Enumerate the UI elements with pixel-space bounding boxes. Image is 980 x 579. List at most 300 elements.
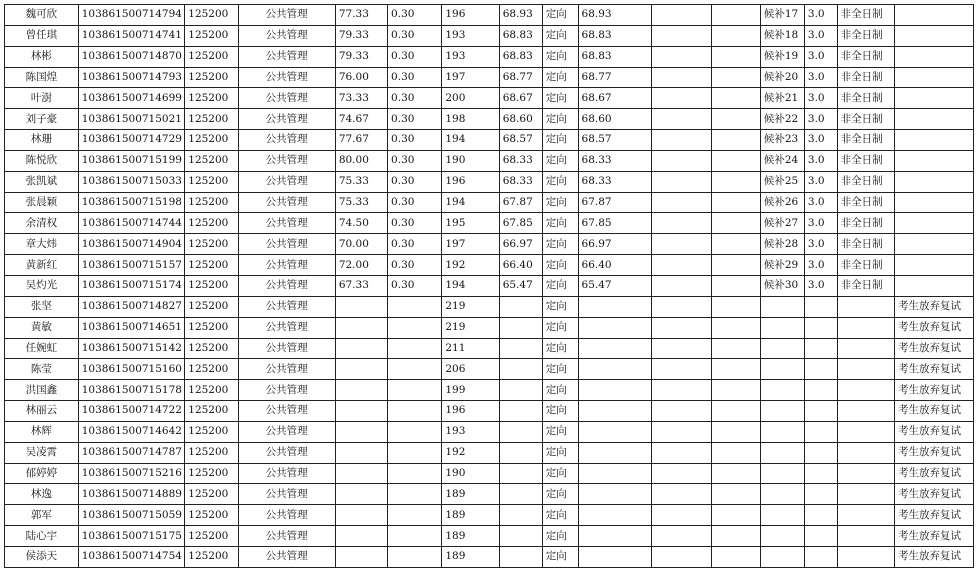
cell-major-code: 125200 [185, 526, 238, 547]
cell-study-mode: 非全日制 [837, 171, 894, 192]
cell-waitlist-rank [760, 296, 804, 317]
cell-weight [388, 401, 442, 422]
cell-weight [388, 442, 442, 463]
cell-waitlist-rank: 候补19 [760, 46, 804, 67]
cell-major-code: 125200 [185, 192, 238, 213]
cell-interview-score: 70.00 [335, 234, 387, 255]
cell-remark [895, 109, 974, 130]
cell-col-k [652, 130, 711, 151]
cell-major-code: 125200 [185, 296, 238, 317]
cell-total-score [499, 380, 542, 401]
cell-final-score [578, 526, 652, 547]
table-row [5, 192, 974, 213]
cell-name: 黄新红 [5, 255, 79, 276]
table-row [5, 46, 974, 67]
table-row [5, 213, 974, 234]
cell-final-score [578, 380, 652, 401]
cell-weight: 0.30 [388, 109, 442, 130]
cell-study-mode: 非全日制 [837, 88, 894, 109]
cell-interview-score: 79.33 [335, 46, 387, 67]
cell-name: 侯添天 [5, 546, 79, 567]
cell-exam-id: 103861500714793 [78, 67, 185, 88]
cell-col-l [711, 442, 760, 463]
cell-major-code: 125200 [185, 359, 238, 380]
cell-exam-id: 103861500714904 [78, 234, 185, 255]
cell-interview-score: 75.33 [335, 192, 387, 213]
cell-final-score [578, 401, 652, 422]
cell-interview-score [335, 546, 387, 567]
cell-final-score: 68.93 [578, 5, 652, 26]
cell-col-k [652, 25, 711, 46]
cell-col-l [711, 296, 760, 317]
cell-plan-type: 定向 [542, 150, 578, 171]
cell-remark [895, 275, 974, 296]
cell-weight: 0.30 [388, 192, 442, 213]
cell-name: 林彬 [5, 46, 79, 67]
cell-major-name: 公共管理 [238, 109, 335, 130]
cell-final-score: 68.57 [578, 130, 652, 151]
cell-interview-score [335, 401, 387, 422]
cell-plan-type: 定向 [542, 317, 578, 338]
cell-plan-type: 定向 [542, 338, 578, 359]
cell-weight [388, 380, 442, 401]
cell-col-k [652, 401, 711, 422]
cell-remark: 考生放弃复试 [895, 380, 974, 401]
cell-col-l [711, 150, 760, 171]
cell-final-score: 65.47 [578, 275, 652, 296]
cell-col-l [711, 275, 760, 296]
cell-col-k [652, 317, 711, 338]
cell-col-l [711, 5, 760, 26]
cell-remark [895, 88, 974, 109]
table-row [5, 505, 974, 526]
cell-study-mode: 非全日制 [837, 25, 894, 46]
cell-name: 洪国鑫 [5, 380, 79, 401]
cell-col-l [711, 546, 760, 567]
cell-name: 章大炜 [5, 234, 79, 255]
cell-exam-id: 103861500715160 [78, 359, 185, 380]
cell-final-score: 66.40 [578, 255, 652, 276]
cell-initial-score: 190 [442, 150, 499, 171]
cell-total-score [499, 442, 542, 463]
table-row [5, 275, 974, 296]
cell-weight: 0.30 [388, 275, 442, 296]
cell-remark [895, 67, 974, 88]
cell-plan-type: 定向 [542, 234, 578, 255]
cell-remark: 考生放弃复试 [895, 421, 974, 442]
cell-total-score [499, 546, 542, 567]
cell-name: 林丽云 [5, 401, 79, 422]
cell-study-years: 3.0 [804, 130, 837, 151]
cell-total-score: 68.67 [499, 88, 542, 109]
cell-major-code: 125200 [185, 546, 238, 567]
table-row [5, 421, 974, 442]
cell-plan-type: 定向 [542, 88, 578, 109]
cell-total-score: 66.97 [499, 234, 542, 255]
cell-plan-type: 定向 [542, 484, 578, 505]
cell-name: 黄敏 [5, 317, 79, 338]
cell-exam-id: 103861500715178 [78, 380, 185, 401]
cell-final-score: 68.67 [578, 88, 652, 109]
cell-final-score [578, 421, 652, 442]
cell-study-mode: 非全日制 [837, 150, 894, 171]
cell-waitlist-rank: 候补24 [760, 150, 804, 171]
cell-col-k [652, 192, 711, 213]
cell-col-l [711, 130, 760, 151]
cell-study-years [804, 359, 837, 380]
table-row [5, 401, 974, 422]
cell-plan-type: 定向 [542, 192, 578, 213]
cell-study-years [804, 421, 837, 442]
cell-major-name: 公共管理 [238, 421, 335, 442]
cell-initial-score: 199 [442, 380, 499, 401]
cell-final-score: 68.77 [578, 67, 652, 88]
cell-remark: 考生放弃复试 [895, 338, 974, 359]
cell-plan-type: 定向 [542, 255, 578, 276]
cell-major-code: 125200 [185, 317, 238, 338]
cell-name: 张凯斌 [5, 171, 79, 192]
cell-initial-score: 194 [442, 130, 499, 151]
cell-interview-score [335, 442, 387, 463]
cell-exam-id: 103861500714651 [78, 317, 185, 338]
cell-col-l [711, 401, 760, 422]
cell-total-score: 67.85 [499, 213, 542, 234]
cell-major-code: 125200 [185, 67, 238, 88]
cell-waitlist-rank: 候补20 [760, 67, 804, 88]
cell-plan-type: 定向 [542, 401, 578, 422]
cell-remark [895, 25, 974, 46]
cell-study-years [804, 546, 837, 567]
cell-exam-id: 103861500715033 [78, 171, 185, 192]
cell-major-code: 125200 [185, 25, 238, 46]
cell-study-mode [837, 484, 894, 505]
cell-remark: 考生放弃复试 [895, 484, 974, 505]
cell-interview-score: 76.00 [335, 67, 387, 88]
cell-study-mode: 非全日制 [837, 109, 894, 130]
cell-col-l [711, 380, 760, 401]
cell-interview-score: 77.33 [335, 5, 387, 26]
cell-study-mode: 非全日制 [837, 5, 894, 26]
cell-study-mode [837, 421, 894, 442]
cell-final-score [578, 317, 652, 338]
cell-col-k [652, 526, 711, 547]
cell-final-score: 68.33 [578, 150, 652, 171]
cell-name: 刘子豪 [5, 109, 79, 130]
cell-major-name: 公共管理 [238, 46, 335, 67]
cell-study-mode: 非全日制 [837, 275, 894, 296]
cell-col-k [652, 505, 711, 526]
cell-remark [895, 150, 974, 171]
cell-weight [388, 526, 442, 547]
cell-total-score [499, 401, 542, 422]
cell-remark: 考生放弃复试 [895, 317, 974, 338]
cell-col-l [711, 88, 760, 109]
table-row [5, 150, 974, 171]
cell-major-code: 125200 [185, 213, 238, 234]
cell-waitlist-rank [760, 484, 804, 505]
cell-study-years [804, 526, 837, 547]
cell-major-name: 公共管理 [238, 401, 335, 422]
cell-plan-type: 定向 [542, 359, 578, 380]
cell-total-score: 68.33 [499, 171, 542, 192]
cell-plan-type: 定向 [542, 463, 578, 484]
cell-waitlist-rank: 候补18 [760, 25, 804, 46]
cell-col-l [711, 213, 760, 234]
cell-major-name: 公共管理 [238, 255, 335, 276]
cell-interview-score [335, 505, 387, 526]
cell-major-code: 125200 [185, 275, 238, 296]
cell-plan-type: 定向 [542, 213, 578, 234]
cell-remark [895, 213, 974, 234]
cell-total-score [499, 505, 542, 526]
cell-plan-type: 定向 [542, 505, 578, 526]
cell-study-years: 3.0 [804, 171, 837, 192]
cell-waitlist-rank [760, 421, 804, 442]
cell-major-code: 125200 [185, 338, 238, 359]
cell-name: 林逸 [5, 484, 79, 505]
cell-major-name: 公共管理 [238, 505, 335, 526]
cell-study-mode: 非全日制 [837, 67, 894, 88]
cell-major-name: 公共管理 [238, 275, 335, 296]
cell-col-k [652, 5, 711, 26]
cell-weight [388, 296, 442, 317]
cell-waitlist-rank [760, 317, 804, 338]
cell-interview-score [335, 380, 387, 401]
cell-col-k [652, 234, 711, 255]
cell-study-years: 3.0 [804, 67, 837, 88]
cell-weight: 0.30 [388, 25, 442, 46]
cell-weight [388, 317, 442, 338]
cell-interview-score: 74.67 [335, 109, 387, 130]
cell-study-mode [837, 338, 894, 359]
cell-name: 魏可欣 [5, 5, 79, 26]
table-row [5, 130, 974, 151]
cell-plan-type: 定向 [542, 380, 578, 401]
cell-total-score: 68.83 [499, 46, 542, 67]
cell-col-k [652, 296, 711, 317]
cell-waitlist-rank [760, 338, 804, 359]
cell-weight: 0.30 [388, 255, 442, 276]
cell-col-k [652, 150, 711, 171]
cell-exam-id: 103861500714787 [78, 442, 185, 463]
cell-initial-score: 189 [442, 546, 499, 567]
cell-col-k [652, 442, 711, 463]
cell-remark: 考生放弃复试 [895, 505, 974, 526]
cell-major-name: 公共管理 [238, 484, 335, 505]
cell-plan-type: 定向 [542, 442, 578, 463]
cell-remark: 考生放弃复试 [895, 296, 974, 317]
cell-major-code: 125200 [185, 46, 238, 67]
cell-initial-score: 196 [442, 171, 499, 192]
cell-major-code: 125200 [185, 5, 238, 26]
cell-major-name: 公共管理 [238, 171, 335, 192]
cell-initial-score: 211 [442, 338, 499, 359]
admission-table [4, 4, 974, 568]
cell-final-score [578, 442, 652, 463]
cell-col-l [711, 338, 760, 359]
cell-study-years [804, 317, 837, 338]
cell-major-code: 125200 [185, 463, 238, 484]
cell-study-mode [837, 296, 894, 317]
cell-study-mode [837, 401, 894, 422]
cell-total-score: 68.77 [499, 67, 542, 88]
cell-col-k [652, 109, 711, 130]
cell-weight [388, 463, 442, 484]
cell-name: 任婉虹 [5, 338, 79, 359]
cell-exam-id: 103861500715174 [78, 275, 185, 296]
cell-plan-type: 定向 [542, 46, 578, 67]
table-row [5, 25, 974, 46]
cell-waitlist-rank [760, 380, 804, 401]
cell-exam-id: 103861500714722 [78, 401, 185, 422]
table-row [5, 338, 974, 359]
cell-study-years [804, 463, 837, 484]
cell-initial-score: 219 [442, 296, 499, 317]
cell-exam-id: 103861500714794 [78, 5, 185, 26]
cell-major-name: 公共管理 [238, 359, 335, 380]
cell-weight [388, 421, 442, 442]
cell-interview-score: 77.67 [335, 130, 387, 151]
cell-interview-score: 72.00 [335, 255, 387, 276]
cell-name: 林珊 [5, 130, 79, 151]
cell-interview-score: 79.33 [335, 25, 387, 46]
cell-study-years: 3.0 [804, 88, 837, 109]
cell-major-code: 125200 [185, 442, 238, 463]
cell-col-l [711, 317, 760, 338]
table-row [5, 5, 974, 26]
cell-col-k [652, 359, 711, 380]
cell-study-years [804, 505, 837, 526]
cell-weight: 0.30 [388, 130, 442, 151]
cell-name: 张晨颖 [5, 192, 79, 213]
cell-final-score [578, 359, 652, 380]
cell-name: 吴凌霄 [5, 442, 79, 463]
cell-major-code: 125200 [185, 505, 238, 526]
cell-remark: 考生放弃复试 [895, 401, 974, 422]
cell-total-score: 68.93 [499, 5, 542, 26]
cell-col-k [652, 463, 711, 484]
table-row [5, 463, 974, 484]
cell-major-name: 公共管理 [238, 5, 335, 26]
cell-name: 叶澍 [5, 88, 79, 109]
cell-interview-score: 74.50 [335, 213, 387, 234]
cell-col-l [711, 463, 760, 484]
cell-exam-id: 103861500715059 [78, 505, 185, 526]
table-row [5, 526, 974, 547]
cell-exam-id: 103861500714754 [78, 546, 185, 567]
cell-weight: 0.30 [388, 46, 442, 67]
cell-final-score [578, 484, 652, 505]
cell-major-code: 125200 [185, 380, 238, 401]
cell-col-k [652, 88, 711, 109]
table-row [5, 67, 974, 88]
cell-plan-type: 定向 [542, 171, 578, 192]
cell-major-name: 公共管理 [238, 213, 335, 234]
cell-study-mode [837, 505, 894, 526]
cell-study-years [804, 380, 837, 401]
cell-total-score: 65.47 [499, 275, 542, 296]
cell-col-k [652, 380, 711, 401]
cell-waitlist-rank: 候补28 [760, 234, 804, 255]
cell-initial-score: 196 [442, 5, 499, 26]
cell-exam-id: 103861500715199 [78, 150, 185, 171]
cell-plan-type: 定向 [542, 296, 578, 317]
cell-total-score: 66.40 [499, 255, 542, 276]
cell-study-years: 3.0 [804, 255, 837, 276]
cell-col-k [652, 67, 711, 88]
cell-plan-type: 定向 [542, 25, 578, 46]
cell-col-k [652, 46, 711, 67]
cell-name: 张坚 [5, 296, 79, 317]
cell-study-years [804, 442, 837, 463]
cell-interview-score: 75.33 [335, 171, 387, 192]
cell-interview-score [335, 317, 387, 338]
cell-waitlist-rank: 候补26 [760, 192, 804, 213]
cell-exam-id: 103861500714889 [78, 484, 185, 505]
cell-remark [895, 46, 974, 67]
cell-study-years [804, 484, 837, 505]
cell-col-k [652, 275, 711, 296]
cell-exam-id: 103861500715021 [78, 109, 185, 130]
cell-final-score [578, 546, 652, 567]
cell-study-years [804, 338, 837, 359]
cell-final-score: 68.60 [578, 109, 652, 130]
cell-name: 曾任琪 [5, 25, 79, 46]
cell-exam-id: 103861500715142 [78, 338, 185, 359]
cell-name: 陈悦欣 [5, 150, 79, 171]
cell-study-mode: 非全日制 [837, 255, 894, 276]
cell-initial-score: 192 [442, 255, 499, 276]
cell-weight: 0.30 [388, 5, 442, 26]
cell-initial-score: 195 [442, 213, 499, 234]
cell-initial-score: 206 [442, 359, 499, 380]
cell-major-code: 125200 [185, 401, 238, 422]
cell-major-code: 125200 [185, 484, 238, 505]
cell-plan-type: 定向 [542, 5, 578, 26]
cell-waitlist-rank: 候补23 [760, 130, 804, 151]
cell-col-k [652, 338, 711, 359]
cell-final-score: 68.83 [578, 46, 652, 67]
cell-study-mode [837, 359, 894, 380]
cell-total-score [499, 338, 542, 359]
cell-total-score: 68.57 [499, 130, 542, 151]
cell-interview-score [335, 484, 387, 505]
cell-weight [388, 546, 442, 567]
table-row [5, 234, 974, 255]
cell-waitlist-rank [760, 401, 804, 422]
cell-col-k [652, 171, 711, 192]
cell-exam-id: 103861500714827 [78, 296, 185, 317]
table-row [5, 88, 974, 109]
cell-major-name: 公共管理 [238, 317, 335, 338]
cell-initial-score: 193 [442, 25, 499, 46]
cell-major-name: 公共管理 [238, 67, 335, 88]
cell-exam-id: 103861500714699 [78, 88, 185, 109]
cell-remark [895, 5, 974, 26]
cell-exam-id: 103861500714744 [78, 213, 185, 234]
cell-study-years: 3.0 [804, 109, 837, 130]
cell-remark: 考生放弃复试 [895, 359, 974, 380]
cell-remark [895, 171, 974, 192]
cell-col-l [711, 25, 760, 46]
table-row [5, 171, 974, 192]
cell-major-name: 公共管理 [238, 25, 335, 46]
cell-final-score: 68.83 [578, 25, 652, 46]
cell-total-score: 68.33 [499, 150, 542, 171]
cell-weight: 0.30 [388, 213, 442, 234]
cell-col-l [711, 171, 760, 192]
cell-interview-score: 67.33 [335, 275, 387, 296]
